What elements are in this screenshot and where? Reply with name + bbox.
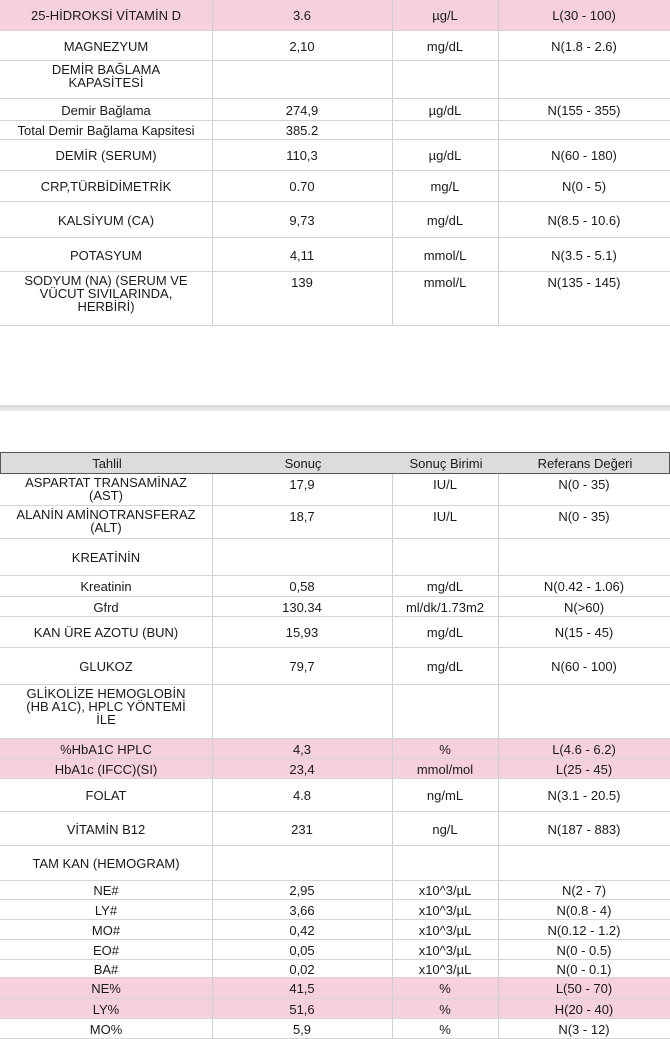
reference-range: N(60 - 100) [551, 659, 617, 674]
header-unit: Sonuç Birimi [409, 456, 483, 471]
column-divider [392, 1019, 393, 1038]
test-name: Total Demir Bağlama Kapsitesi [17, 123, 195, 138]
column-divider [392, 539, 393, 575]
result-unit: % [439, 1002, 451, 1017]
result-unit: mg/dL [426, 39, 464, 54]
result-unit: ng/L [432, 822, 458, 837]
column-divider [392, 881, 393, 899]
result-unit: IU/L [433, 477, 457, 492]
table-row [0, 685, 670, 739]
result-unit [392, 121, 498, 139]
table-row [0, 978, 670, 999]
column-divider [212, 759, 213, 778]
column-divider [498, 474, 499, 505]
reference-range [498, 846, 670, 880]
reference-range: N(15 - 45) [554, 625, 614, 640]
table-row [0, 739, 670, 759]
column-divider [212, 576, 213, 596]
column-divider [392, 506, 393, 538]
header-test: Tahlil [92, 456, 122, 471]
column-divider [498, 739, 499, 758]
test-name: VİTAMİN B12 [66, 822, 146, 837]
column-divider [498, 978, 499, 998]
column-divider [212, 812, 213, 845]
test-name: GLİKOLİZE HEMOGLOBİN (HB A1C), HPLC YÖNTEMİ İLE [26, 686, 186, 727]
column-divider [392, 202, 393, 237]
column-divider [392, 999, 393, 1018]
result-unit: % [439, 981, 451, 996]
column-divider [392, 238, 393, 271]
column-divider [498, 759, 499, 778]
result-value: 0,05 [289, 943, 315, 958]
reference-range: N(60 - 180) [551, 148, 617, 163]
column-divider [212, 31, 213, 60]
test-name: %HbA1C HPLC [60, 742, 152, 757]
page-gap [0, 326, 670, 452]
test-name: ALANİN AMİNOTRANSFERAZ (ALT) [16, 507, 196, 535]
result-value: 4.8 [292, 788, 312, 803]
test-name: GLUKOZ [79, 659, 133, 674]
result-value: 79,7 [289, 659, 315, 674]
table-row [0, 31, 670, 61]
column-divider [212, 238, 213, 271]
result-unit: x10^3/µL [418, 962, 472, 977]
column-divider [498, 506, 499, 538]
table-row [0, 272, 670, 326]
column-divider [392, 99, 393, 120]
column-divider [498, 597, 499, 616]
result-value [212, 539, 392, 575]
result-value: 110,3 [286, 148, 318, 163]
result-value [212, 846, 392, 880]
column-divider [392, 960, 393, 977]
result-unit: mg/dL [426, 625, 464, 640]
column-divider [392, 31, 393, 60]
column-divider [392, 576, 393, 596]
column-divider [498, 272, 499, 325]
test-name: NE# [93, 883, 119, 898]
column-divider [498, 31, 499, 60]
table-header [0, 452, 670, 474]
table-row [0, 999, 670, 1019]
table-row [0, 539, 670, 576]
column-divider [392, 739, 393, 758]
result-unit: ml/dk/1.73m2 [405, 600, 485, 615]
test-name: MO# [91, 923, 121, 938]
column-divider [498, 539, 499, 575]
column-divider [392, 812, 393, 845]
test-name: KALSİYUM (CA) [57, 213, 155, 228]
table-row [0, 597, 670, 617]
column-divider [498, 648, 499, 684]
test-name: CRP,TÜRBİDİMETRİK [40, 179, 172, 194]
result-unit: mmol/mol [416, 762, 474, 777]
result-value: 231 [291, 822, 313, 837]
column-divider [392, 597, 393, 616]
column-divider [392, 648, 393, 684]
column-divider [212, 1019, 213, 1038]
column-divider [498, 900, 499, 919]
test-name: DEMİR (SERUM) [55, 148, 157, 163]
reference-range: N(187 - 883) [547, 822, 621, 837]
column-divider [498, 238, 499, 271]
reference-range: N(>60) [563, 600, 605, 615]
test-name: HbA1c (IFCC)(SI) [54, 762, 158, 777]
reference-range [498, 121, 670, 139]
page-divider [0, 405, 670, 411]
test-name: MO% [89, 1022, 123, 1037]
column-divider [212, 978, 213, 998]
column-divider [212, 920, 213, 939]
column-divider [498, 960, 499, 977]
test-name: ASPARTAT TRANSAMİNAZ (AST) [25, 475, 187, 503]
test-name: NE% [91, 981, 121, 996]
column-divider [392, 121, 393, 139]
column-divider [392, 171, 393, 201]
column-divider [498, 61, 499, 98]
table-row [0, 940, 670, 960]
column-divider [212, 881, 213, 899]
reference-range: N(0 - 0.1) [556, 962, 612, 977]
column-divider [498, 99, 499, 120]
result-unit: mg/L [430, 179, 460, 194]
table-row [0, 779, 670, 812]
result-value: 18,7 [289, 509, 315, 524]
reference-range: N(0 - 35) [558, 509, 610, 524]
result-value: 0.70 [289, 179, 315, 194]
result-unit: x10^3/µL [418, 883, 472, 898]
table-row [0, 759, 670, 779]
result-unit: x10^3/µL [418, 943, 472, 958]
table-row [0, 171, 670, 202]
column-divider [212, 846, 213, 880]
test-name: KREATİNİN [71, 550, 141, 565]
reference-range [498, 685, 670, 738]
column-divider [498, 617, 499, 647]
column-divider [212, 617, 213, 647]
result-value: 139 [291, 275, 313, 290]
column-divider [212, 739, 213, 758]
result-unit [392, 685, 498, 738]
result-unit: µg/L [432, 8, 458, 23]
table-row [0, 121, 670, 140]
reference-range: L(50 - 70) [555, 981, 613, 996]
result-unit: % [439, 742, 451, 757]
column-divider [212, 202, 213, 237]
result-unit [392, 846, 498, 880]
column-divider [212, 779, 213, 811]
reference-range [498, 539, 670, 575]
result-value: 4,3 [292, 742, 312, 757]
reference-range: N(0.12 - 1.2) [547, 923, 621, 938]
result-value: 23,4 [289, 762, 315, 777]
column-divider [498, 846, 499, 880]
result-unit: mg/dL [426, 659, 464, 674]
result-value: 17,9 [289, 477, 315, 492]
table-row [0, 202, 670, 238]
result-value: 5,9 [292, 1022, 312, 1037]
table-row [0, 99, 670, 121]
column-divider [212, 597, 213, 616]
column-divider [392, 900, 393, 919]
table-row [0, 140, 670, 171]
column-divider [392, 779, 393, 811]
table-row [0, 61, 670, 99]
column-divider [498, 171, 499, 201]
column-divider [212, 61, 213, 98]
result-unit: mmol/L [423, 275, 467, 290]
result-value: 51,6 [289, 1002, 315, 1017]
column-divider [498, 140, 499, 170]
column-divider [212, 999, 213, 1018]
result-value [212, 61, 392, 98]
reference-range [498, 61, 670, 98]
column-divider [392, 978, 393, 998]
column-divider [498, 1019, 499, 1038]
test-name: 25-HİDROKSİ VİTAMİN D [30, 8, 181, 23]
test-name: MAGNEZYUM [63, 39, 149, 54]
table-row [0, 900, 670, 920]
reference-range: N(0 - 35) [558, 477, 610, 492]
result-value: 385.2 [285, 123, 319, 138]
reference-range: N(2 - 7) [561, 883, 607, 898]
column-divider [212, 900, 213, 919]
column-divider [212, 0, 213, 30]
reference-range: L(25 - 45) [555, 762, 613, 777]
table-row [0, 506, 670, 539]
column-divider [212, 648, 213, 684]
test-name: BA# [93, 962, 119, 977]
result-value: 0,42 [289, 923, 315, 938]
table-row [0, 881, 670, 900]
test-name: Kreatinin [80, 579, 132, 594]
result-value: 130.34 [282, 600, 322, 615]
column-divider [392, 920, 393, 939]
result-unit: % [439, 1022, 451, 1037]
column-divider [212, 506, 213, 538]
result-unit: x10^3/µL [418, 923, 472, 938]
reference-range: N(3.5 - 5.1) [551, 248, 617, 263]
result-value: 2,95 [289, 883, 315, 898]
column-divider [498, 0, 499, 30]
reference-range: N(1.8 - 2.6) [551, 39, 617, 54]
result-value: 0,02 [289, 962, 315, 977]
column-divider [392, 61, 393, 98]
column-divider [392, 617, 393, 647]
reference-range: N(8.5 - 10.6) [547, 213, 621, 228]
reference-range: N(155 - 355) [547, 103, 621, 118]
column-divider [392, 940, 393, 959]
result-unit [392, 61, 498, 98]
column-divider [498, 812, 499, 845]
result-value [212, 685, 392, 738]
column-divider [498, 881, 499, 899]
result-value: 274,9 [285, 103, 319, 118]
table-row [0, 812, 670, 846]
test-name: DEMİR BAĞLAMA KAPASİTESİ [51, 62, 161, 90]
test-name: EO# [92, 943, 119, 958]
result-unit: mmol/L [423, 248, 467, 263]
result-value: 4,11 [289, 248, 315, 263]
reference-range: N(0 - 5) [561, 179, 607, 194]
results-table-top [0, 0, 670, 326]
reference-range: N(135 - 145) [547, 275, 621, 290]
reference-range: N(0 - 0.5) [556, 943, 612, 958]
reference-range: L(30 - 100) [552, 8, 616, 23]
reference-range: H(20 - 40) [554, 1002, 614, 1017]
column-divider [392, 0, 393, 30]
result-unit: x10^3/µL [418, 903, 472, 918]
reference-range: L(4.6 - 6.2) [552, 742, 616, 757]
result-unit: µg/dL [428, 148, 462, 163]
test-name: LY# [94, 903, 118, 918]
result-unit: IU/L [433, 509, 457, 524]
test-name: KAN ÜRE AZOTU (BUN) [33, 625, 179, 640]
column-divider [212, 121, 213, 139]
column-divider [498, 779, 499, 811]
column-divider [212, 940, 213, 959]
table-row [0, 238, 670, 272]
table-row [0, 920, 670, 940]
result-value: 2,10 [289, 39, 315, 54]
result-value: 3.6 [292, 8, 312, 23]
result-value: 41,5 [289, 981, 315, 996]
result-unit [392, 539, 498, 575]
column-divider [212, 140, 213, 170]
column-divider [392, 140, 393, 170]
table-row [0, 846, 670, 881]
column-divider [392, 474, 393, 505]
header-reference: Referans Değeri [537, 456, 633, 471]
column-divider [392, 685, 393, 738]
result-unit: µg/dL [428, 103, 462, 118]
test-name: TAM KAN (HEMOGRAM) [32, 856, 180, 871]
column-divider [498, 685, 499, 738]
result-value: 15,93 [285, 625, 319, 640]
column-divider [392, 272, 393, 325]
column-divider [212, 474, 213, 505]
column-divider [212, 685, 213, 738]
test-name: Gfrd [93, 600, 119, 615]
result-value: 3,66 [289, 903, 315, 918]
column-divider [212, 171, 213, 201]
column-divider [498, 576, 499, 596]
result-value: 9,73 [289, 213, 315, 228]
table-row [0, 474, 670, 506]
column-divider [392, 759, 393, 778]
column-divider [212, 539, 213, 575]
table-row [0, 960, 670, 978]
table-row [0, 0, 670, 31]
reference-range: N(0.42 - 1.06) [543, 579, 625, 594]
test-name: Demir Bağlama [61, 103, 151, 118]
table-row [0, 576, 670, 597]
result-value: 0,58 [289, 579, 315, 594]
column-divider [212, 99, 213, 120]
column-divider [498, 920, 499, 939]
header-result: Sonuç [284, 456, 322, 471]
column-divider [212, 960, 213, 977]
test-name: LY% [92, 1002, 120, 1017]
result-unit: mg/dL [426, 213, 464, 228]
results-table-bottom [0, 452, 670, 1037]
reference-range: N(3 - 12) [558, 1022, 610, 1037]
test-name: SODYUM (NA) (SERUM VE VÜCUT SIVILARINDA, HERBİRİ) [24, 273, 188, 314]
test-name: POTASYUM [70, 248, 142, 263]
column-divider [498, 999, 499, 1018]
reference-range: N(3.1 - 20.5) [547, 788, 621, 803]
table-row [0, 1019, 670, 1039]
result-unit: ng/mL [426, 788, 464, 803]
column-divider [212, 272, 213, 325]
column-divider [498, 121, 499, 139]
column-divider [392, 846, 393, 880]
column-divider [498, 940, 499, 959]
result-unit: mg/dL [426, 579, 464, 594]
test-name: FOLAT [85, 788, 127, 803]
reference-range: N(0.8 - 4) [556, 903, 612, 918]
table-row [0, 648, 670, 685]
table-row [0, 617, 670, 648]
column-divider [498, 202, 499, 237]
